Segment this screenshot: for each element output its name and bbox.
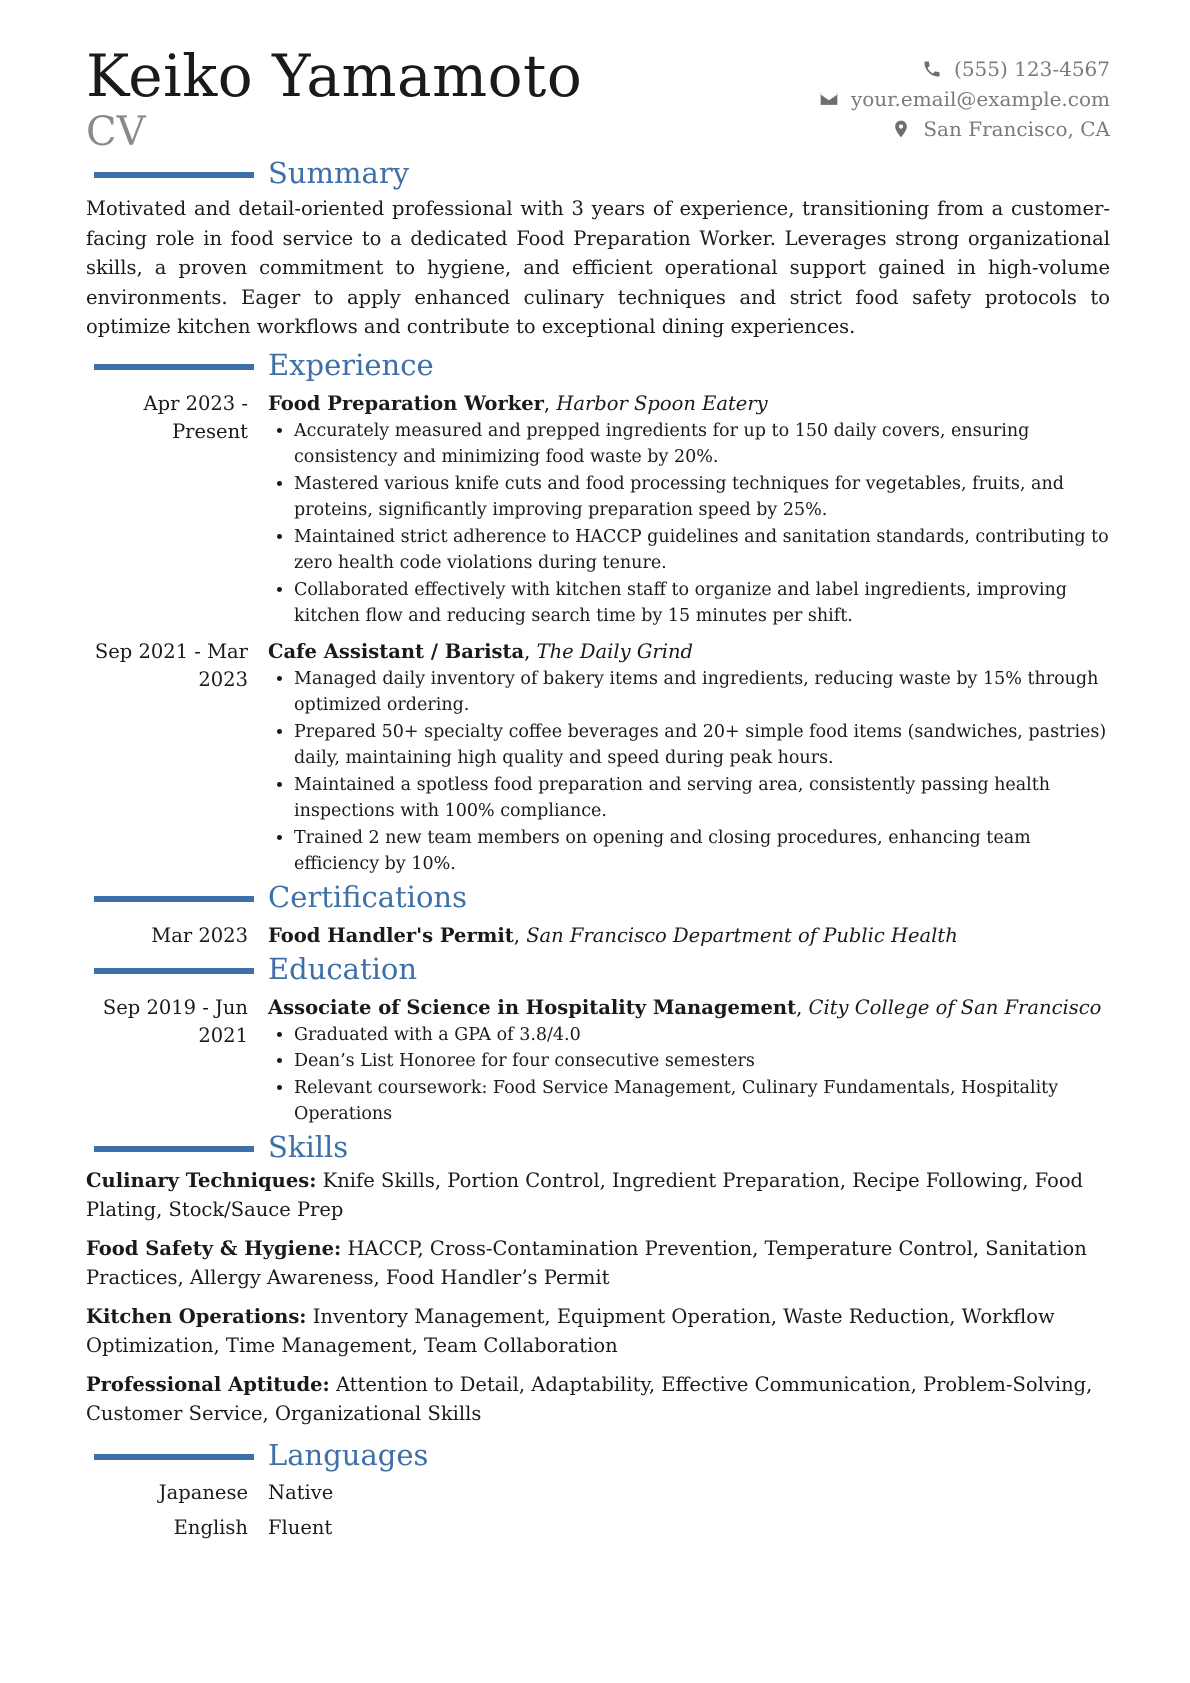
skill-text: Knife Skills, Portion Control, Ingredient Preparation, Recipe Following, Food Plating, Stock/Sauce Prep [86, 1168, 1084, 1221]
section-experience-header [86, 348, 1110, 382]
section-skills-header [86, 1130, 1110, 1164]
bullet-item: • Managed daily inventory of bakery items and ingredients, reducing waste by 15% through optimized ordering. [294, 666, 1110, 719]
section-accent-bar [94, 364, 254, 370]
skill-group [86, 1234, 1110, 1293]
certification-name: Food Handler's Permit [268, 923, 514, 947]
bullet-item: • Accurately measured and prepped ingredients for up to 150 daily covers, ensuring consistency and minimizing food waste by 20%. [294, 418, 1110, 471]
language-level: Fluent [268, 1515, 333, 1539]
language-row [86, 1479, 1110, 1507]
phone-icon [922, 59, 942, 79]
entry-headline: Food Handler's Permit, San Francisco Department of Public Health [268, 923, 958, 947]
school-name: City College of San Francisco [808, 995, 1102, 1019]
education-entry [86, 994, 1110, 1128]
location-text: San Francisco, CA [923, 117, 1110, 141]
entry-headline: Associate of Science in Hospitality Management, City College of San Francisco [268, 995, 1102, 1019]
job-role: Cafe Assistant / Barista [268, 639, 525, 663]
skill-text: Inventory Management, Equipment Operation, Waste Reduction, Workflow Optimization, Time Management, Team Collaboration [86, 1304, 1055, 1357]
skill-group [86, 1302, 1110, 1361]
section-title: Certifications [268, 879, 467, 914]
phone-text: (555) 123-4567 [954, 57, 1110, 81]
job-bullets [268, 666, 1110, 878]
language-name: English [173, 1515, 248, 1539]
job-org: The Daily Grind [536, 639, 694, 663]
certification-entry [86, 922, 1110, 950]
bullet-item: • Maintained a spotless food preparation and serving area, consistently passing health inspections with 100% compliance. [294, 772, 1110, 825]
document-subtitle: CV [86, 109, 146, 155]
skill-label: Kitchen Operations: [86, 1304, 307, 1328]
skill-text: HACCP, Cross-Contamination Prevention, Temperature Control, Sanitation Practices, Allergy Awareness, Food Handler’s Permit [86, 1236, 1087, 1289]
bullet-item: • Collaborated effectively with kitchen staff to organize and label ingredients, improving kitchen flow and reducing search time by 15 minutes per shift. [294, 577, 1110, 630]
section-summary-header [86, 156, 1110, 190]
certification-org: San Francisco Department of Public Health [526, 923, 958, 947]
skill-group [86, 1370, 1110, 1429]
degree-name: Associate of Science in Hospitality Management [268, 995, 797, 1019]
section-accent-bar [94, 968, 254, 974]
entry-date: Sep 2019 - Jun 2021 [102, 995, 248, 1047]
candidate-name: Keiko Yamamoto [86, 42, 583, 110]
skill-label: Professional Aptitude: [86, 1372, 330, 1396]
language-level: Native [268, 1480, 334, 1504]
bullet-item: • Graduated with a GPA of 3.8/4.0 [294, 1022, 1110, 1049]
section-title: Summary [268, 156, 410, 190]
section-title: Skills [268, 1129, 349, 1164]
bullet-item: • Prepared 50+ specialty coffee beverages and 20+ simple food items (sandwiches, pastries) daily, maintaining high quality and speed during peak hours. [294, 719, 1110, 772]
bullet-item: • Trained 2 new team members on opening and closing procedures, enhancing team efficiency by 10%. [294, 825, 1110, 878]
skill-group [86, 1166, 1110, 1225]
job-bullets [268, 418, 1110, 630]
cv-page [86, 44, 1110, 1542]
summary-text: Motivated and detail-oriented professional with 3 years of experience, transitioning from a customer-facing role in food service to a dedicated Food Preparation Worker. Leverages strong organizational skills, a proven commitment to hygiene, and efficient operational support gained in high-volume environments. Eager to apply enhanced culinary techniques and strict food safety protocols to optimize kitchen workflows and contribute to exceptional dining experiences. [86, 197, 1110, 338]
section-languages-header [86, 1438, 1110, 1472]
section-certifications-header [86, 880, 1110, 914]
bullet-item: • Dean’s List Honoree for four consecutive semesters [294, 1048, 1110, 1075]
bullet-item: • Maintained strict adherence to HACCP guidelines and sanitation standards, contributing to zero health code violations during tenure. [294, 524, 1110, 577]
envelope-icon [819, 89, 839, 109]
experience-entry [86, 638, 1110, 878]
section-title: Education [268, 951, 418, 986]
location-pin-icon [891, 119, 911, 139]
bullet-item: • Mastered various knife cuts and food processing techniques for vegetables, fruits, and proteins, significantly improving preparation speed by 25%. [294, 471, 1110, 524]
entry-date: Apr 2023 - Present [143, 391, 248, 443]
job-org: Harbor Spoon Eatery [556, 391, 768, 415]
entry-date: Sep 2021 - Mar 2023 [94, 639, 248, 691]
contact-block [819, 54, 1110, 144]
experience-entry [86, 390, 1110, 630]
language-name: Japanese [158, 1480, 248, 1504]
section-education-header [86, 952, 1110, 986]
skill-label: Food Safety & Hygiene: [86, 1236, 342, 1260]
entry-headline: Food Preparation Worker, Harbor Spoon Eatery [268, 391, 768, 415]
section-title: Languages [268, 1437, 429, 1472]
contact-location [819, 114, 1110, 144]
bullet-item: • Relevant coursework: Food Service Management, Culinary Fundamentals, Hospitality Operations [294, 1075, 1110, 1128]
section-accent-bar [94, 172, 254, 178]
skill-text: Attention to Detail, Adaptability, Effective Communication, Problem-Solving, Customer Service, Organizational Skills [86, 1372, 1093, 1425]
section-title: Experience [268, 347, 434, 382]
job-role: Food Preparation Worker [268, 391, 544, 415]
email-link[interactable]: your.email@example.com [850, 87, 1110, 111]
education-bullets [268, 1022, 1110, 1128]
section-accent-bar [94, 896, 254, 902]
entry-headline: Cafe Assistant / Barista, The Daily Grind [268, 639, 694, 663]
skills-list [86, 1166, 1110, 1429]
section-accent-bar [94, 1454, 254, 1460]
contact-phone [819, 54, 1110, 84]
skill-label: Culinary Techniques: [86, 1168, 317, 1192]
language-row [86, 1514, 1110, 1542]
entry-date: Mar 2023 [151, 923, 248, 947]
section-accent-bar [94, 1146, 254, 1152]
contact-email [819, 84, 1110, 114]
